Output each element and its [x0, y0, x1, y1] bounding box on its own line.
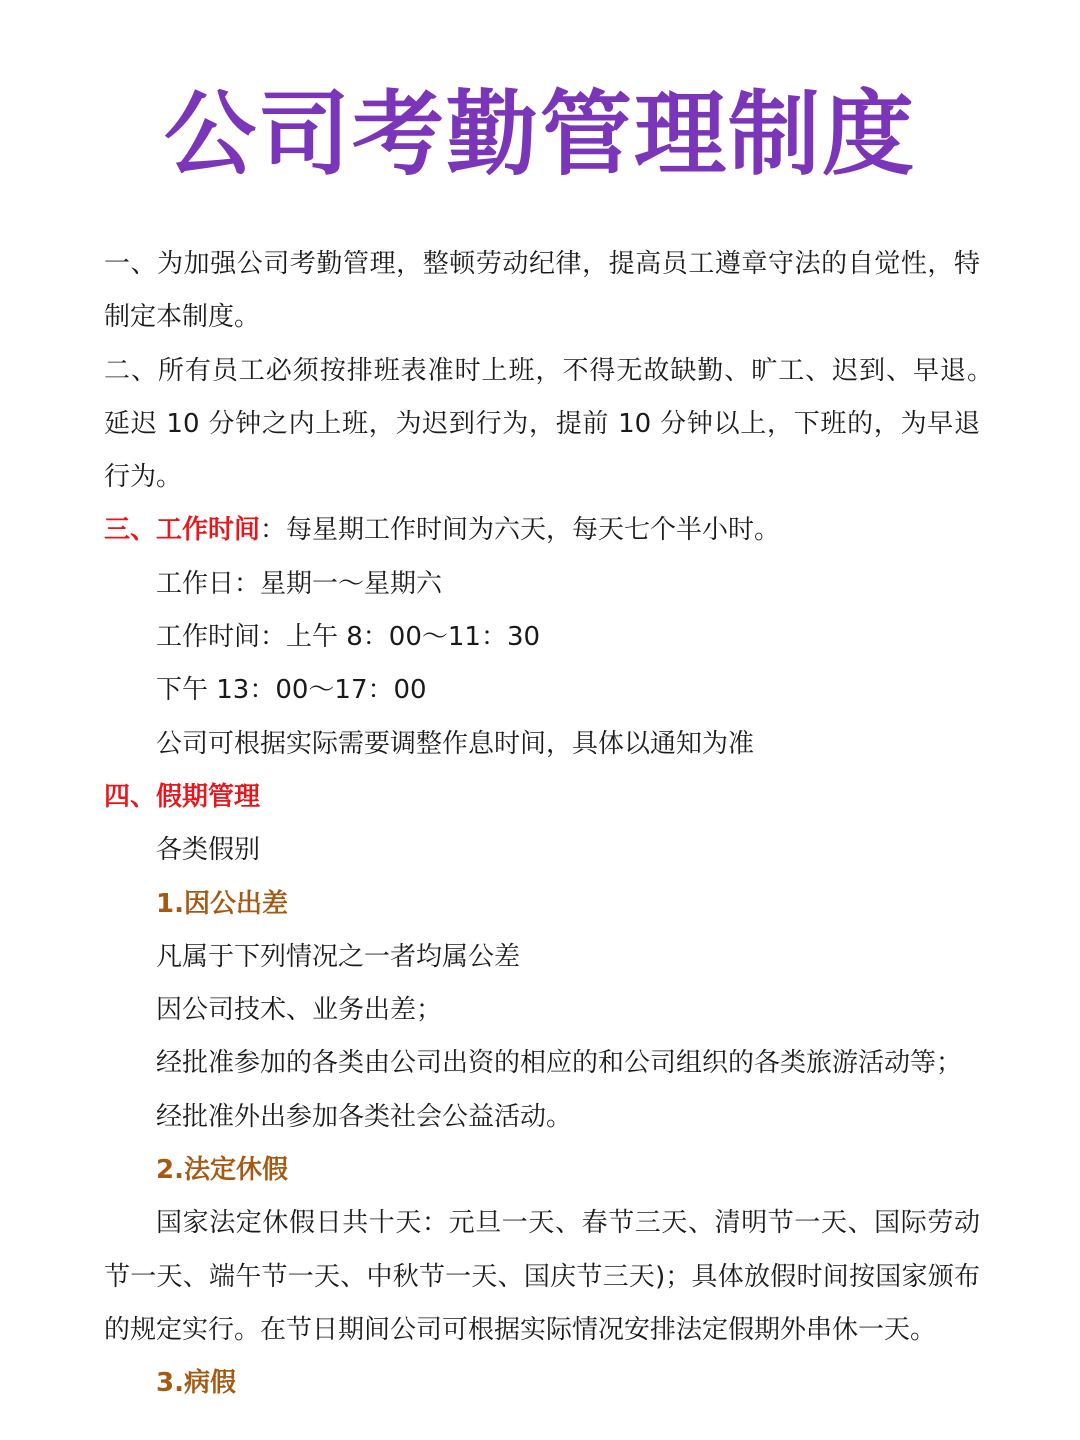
page-title: 公司考勤管理制度 — [163, 81, 916, 188]
business-trip-line: 因公司技术、业务出差； — [156, 995, 443, 1026]
statutory-holiday-heading: 2.法定休假 — [156, 1155, 288, 1186]
business-trip-heading: 1.因公出差 — [156, 888, 288, 919]
business-trip-line: 经批准外出参加各类社会公益活动。 — [156, 1101, 573, 1132]
business-trip-line: 凡属于下列情况之一者均属公差 — [156, 941, 521, 972]
section-2-paragraph: 二、所有员工必须按排班表准时上班，不得无故缺勤、旷工、迟到、早退。 延迟 10 分钟之内上班，为迟到行为，提前 10 分钟以上，下班的，为早退行为。 — [104, 355, 1007, 493]
afternoon-hours-line: 下午 13：00～17：00 — [156, 675, 427, 706]
morning-hours-line: 工作时间：上午 8：00～11：30 — [156, 622, 541, 653]
document-body — [104, 238, 1007, 1411]
sick-leave-heading: 3.病假 — [156, 1368, 236, 1399]
workdays-line: 工作日：星期一～星期六 — [156, 568, 443, 599]
leave-types-intro: 各类假别 — [156, 835, 261, 866]
section-1-paragraph: 一、为加强公司考勤管理，整顿劳动纪律，提高员工遵章守法的自觉性，特制定本制度。 — [104, 249, 980, 333]
section-3-paragraph — [104, 504, 980, 557]
section-4-heading: 四、假期管理 — [104, 781, 261, 812]
section-3-heading: 三、工作时间 — [104, 515, 261, 546]
schedule-note-line: 公司可根据实际需要调整作息时间，具体以通知为准 — [156, 728, 755, 759]
business-trip-line: 经批准参加的各类由公司出资的相应的和公司组织的各类旅游活动等； — [156, 1048, 963, 1079]
section-3-text: ：每星期工作时间为六天，每天七个半小时。 — [260, 515, 781, 546]
statutory-holiday-paragraph: 国家法定休假日共十天：元旦一天、春节三天、清明节一天、国际劳动节一天、端午节一天、中秋节一天、国庆节三天)；具体放假时间按国家颁布的规定实行。在节日期间公司可根据实际情况安排法定假期外串休一天。 — [104, 1208, 980, 1345]
